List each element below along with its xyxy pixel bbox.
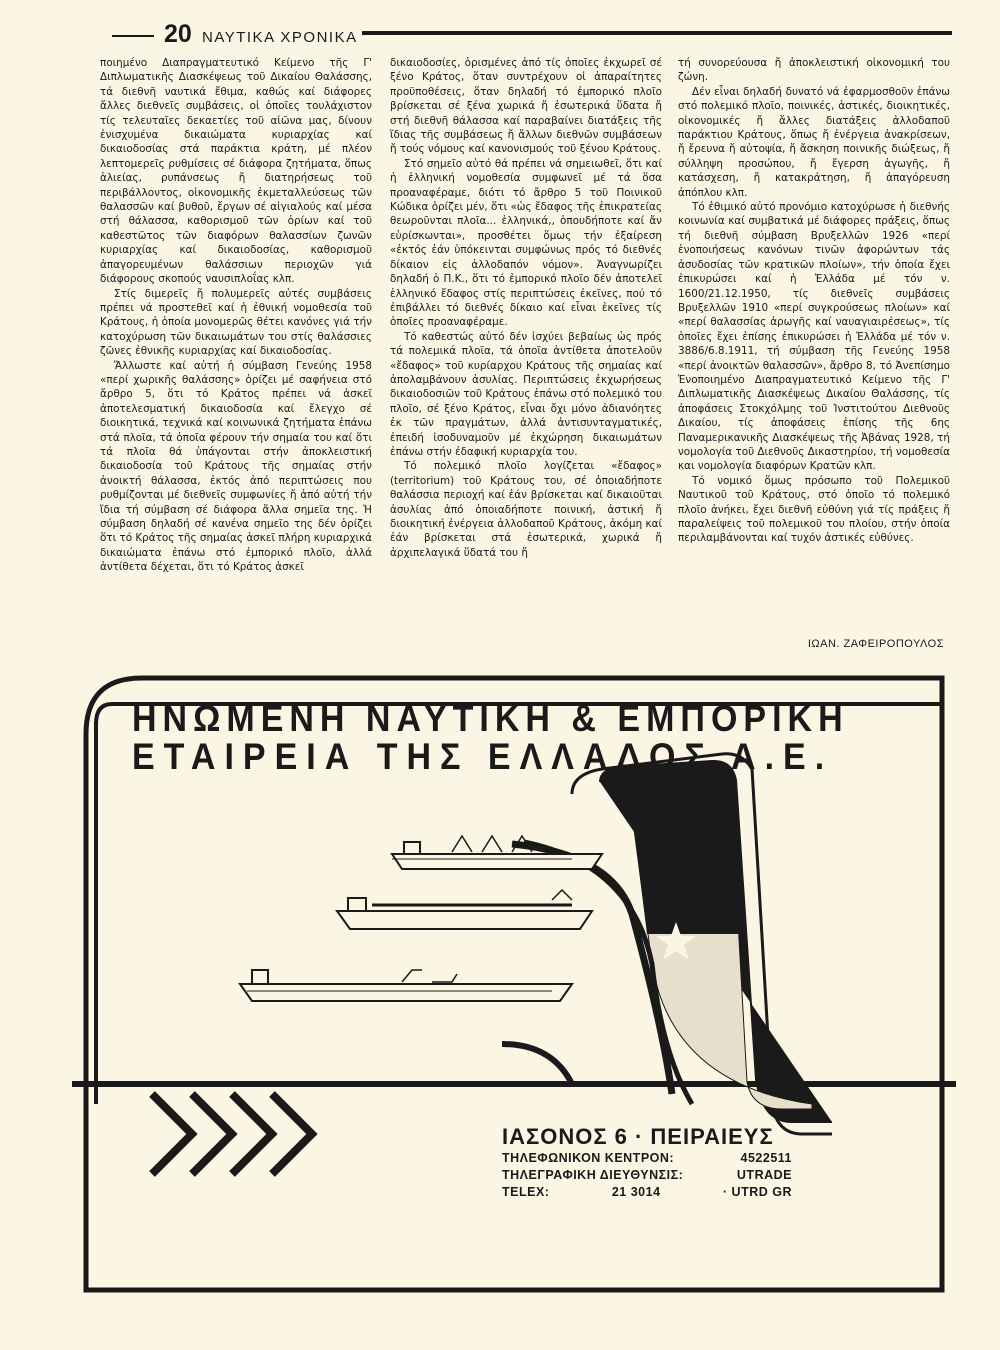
article-column-2 <box>390 56 662 560</box>
telex-line <box>502 1184 792 1201</box>
phone-value: 4522511 <box>740 1151 792 1165</box>
telegraph-line <box>502 1167 792 1184</box>
ad-title-line-2: ΕΤΑΙΡΕΙΑ ΤΗΣ ΕΛΛΑΔΟΣ Α.Ε. <box>132 736 834 778</box>
phone-line <box>502 1150 792 1167</box>
hull-upper-panel <box>632 814 740 934</box>
paragraph: δικαιοδοσίες, ὁρισμένες ἀπό τίς ὁποῖες ἐκχωρεῖ σέ ξένο Κράτος, ὅταν συντρέχουν οἱ ἀπαραίτητες προϋποθέσεις, ὅταν δηλαδή τό ἐμπορικό πλοῖο βρίσκεται σέ ξένα χωρικά ἤ ἐσωτερικά ὕδατα ἤ στή διεθνῆ θάλασσα καί παραβαίνει διατάξεις τῆς ἴδιας τῆς συμβάσεως ἤ ἄλλων διεθνῶν συμβάσεων ἤ τούς νόμους καί κανονισμούς τοῦ ξένου Κράτους. <box>390 57 662 156</box>
paragraph: Ἄλλωστε καί αὐτή ἡ σύμβαση Γενεύης 1958 «περί χωρικῆς θαλάσσης» ὁρίζει μέ σαφήνεια στό ἄρθρο 5, ὅτι τό Κράτος πρέπει νά ἀσκεῖ ἀποτελεσματική δικαιοδοσία καί ἔλεγχο σέ διοικητικά, τεχνικά καί κοινωνικά ζητήματα ἐπάνω στά πλοῖα, τά ὁποῖα φέρουν τήν σημαία του καί ὅτι τά πλοῖα θά ὑπάγονται στήν ἀποκλειστική δικαιοδοσία τοῦ Κράτους τῆς σημαίας στήν ἀνοικτή θάλασσα, ἐκτός ἀπό περιπτώσεις που ρυθμίζονται μέ διεθνεῖς συμφωνίες ἤ ἀπό αὐτή τήν ἴδια τή σύμβαση σέ διάφορα ἄλλα σημεῖα της. Ἡ σύμβαση δηλαδή σέ κανένα σημεῖο της δέν ὁρίζει ὅτι τό Κράτος τῆς σημαίας ἀσκεῖ πλήρη κυριαρχικά δικαιώματα ἐπάνω στό ἐμπορικό πλοῖο, ἀλλά ἀντίθετα δέχεται, ὅτι τό Κράτος ἀσκεῖ <box>100 359 372 574</box>
paragraph: τή συνορεύουσα ἤ ἀποκλειστική οἰκονομική του ζώνη. <box>678 57 950 84</box>
telex-label: TELEX: <box>502 1185 550 1199</box>
company-contact-block <box>502 1124 792 1201</box>
publication-title: ΝΑΥΤΙΚΑ ΧΡΟΝΙΚΑ <box>202 29 358 46</box>
telegraph-label: ΤΗΛΕΓΡΑΦΙΚΗ ΔΙΕΥΘΥΝΣΙΣ: <box>502 1168 684 1182</box>
telex-number: 21 3014 <box>611 1185 661 1199</box>
company-address: ΙΑΣΟΝΟΣ 6 · ΠΕΙΡΑΙΕΥΣ <box>502 1124 774 1149</box>
chevrons-decoration <box>152 1094 312 1174</box>
telegraph-value: UTRADE <box>736 1168 792 1182</box>
paragraph: ποιημένο Διαπραγματευτικό Κείμενο τῆς Γ' Διπλωματικῆς Διασκέψεως τοῦ Δικαίου Θαλάσσης, τά διεθνῆ ναυτικά ἔθιμα, καθώς καί διάφορες ἄλλες διεθνεῖς συμβάσεις, οἱ ὁποῖες τουλάχιστον τίς τελευταῖες δεκαετίες τοῦ αἰῶνα μας, δίνουν ἐνισχυμένα δικαιώματα κυριαρχίας καί δικαιοδοσίας στά παράκτια κράτη, μέ πλέον λεπτομερεῖς ρυθμίσεις σέ διάφορα ζητήματα, ὅπως ἁλιείας, ρυπάνσεως ἤ διατηρήσεως τοῦ περιβάλλοντος, οἰκονομικῆς ἐκμεταλλεύσεως τῶν θαλασσῶν καί βυθοῦ, ἔργων σέ αἰγιαλούς καί μέσα στή θάλασσα, καθορισμοῦ τῶν ὁρίων καί τοῦ καθεστῶτος τῶν διαφόρων θαλασσίων ζωνῶν κυριαρχίας καί δικαιοδοσίας, καθορισμοῦ ἀπαγορευμένων θαλάσσιων περιοχῶν γιά διάφορους σκοπούς ναυσιπλοΐας κλπ. <box>100 57 372 286</box>
paragraph: Τό ἐθιμικό αὐτό προνόμιο κατοχύρωσε ἡ διεθνής κοινωνία καί συμβατικά μέ διάφορες πράξεις, ὅπως τή διεθνῆ σύμβαση Βρυξελλῶν 1926 «περί ἑνοποιήσεως κανόνων τινῶν ἀφορώντων τάς ἀσυδοσίας τῶν κρατικῶν πλοίων», τήν ὁποία ἔχει ἐπικυρώσει καί ἡ Ἑλλάδα μέ τόν ν. 1600/21.12.1950, τίς διεθνεῖς συμβάσεις Βρυξελλῶν 1910 «περί συγκρούσεως πλοίων» καί «περί θαλασσίας ἀρωγῆς καί ναυαγιαιρέσεως», τίς ὁποῖες ἔχει ἐπίσης ἐπικυρώσει ἡ Ἑλλάδα μέ τόν ν. 3886/6.8.1911, τή σύμβαση τῆς Γενεύης 1958 «περί ἀνοικτῶν θαλασσῶν», ἄρθρο 8, τό Ἀνεπίσημο Ἑνοποιημένο Διαπραγματευτικό Κείμενο τῆς Γ' Διπλωματικῆς Διασκέψεως Δικαίου Θαλάσσης, τίς ἀποφάσεις Στοκχόλμης τοῦ Ἰνστιτούτου Διεθνοῦς Δικαίου, τίς ἀποφάσεις ἐπίσης τῆς 6ης Παναμερικανικῆς Διασκέψεως τῆς Ἀβάνας 1928, τή νομολογία τοῦ Διεθνοῦς Δικαστηρίου, τή νομοθεσία και νομολογία διαφόρων Κρατῶν κλπ. <box>678 201 950 473</box>
frame-inner-left <box>96 704 112 1104</box>
author-signature: ΙΩΑΝ. ΖΑΦΕΙΡΟΠΟΥΛΟΣ <box>807 638 944 650</box>
phone-label: ΤΗΛΕΦΩΝΙΚΟΝ ΚΕΝΤΡΟΝ: <box>502 1151 675 1165</box>
tanker-ship-icon <box>392 836 602 869</box>
header-rule-right <box>362 31 952 35</box>
telex-code: · UTRD GR <box>722 1185 792 1199</box>
header-rule-left <box>112 35 154 37</box>
container-ship-icon <box>337 890 592 929</box>
article-column-1 <box>100 56 372 575</box>
paragraph: Στό σημεῖο αὐτό θά πρέπει νά σημειωθεῖ, ὅτι καί ἡ ἑλληνική νομοθεσία συμφωνεῖ μέ τά ὅσα προαναφέραμε, διότι τό ἄρθρο 5 τοῦ Ποινικοῦ Κώδικα ὁρίζει μέν, ὅτι «ὡς ἔδαφος τῆς ἐπικρατείας θεωροῦνται πλοῖα... ἑλληνικά,, ὁπουδήποτε καί ἄν εὑρίσκωνται», προσθέτει ὅμως τήν ἐξαίρεση «ἐκτός ἐάν ὑπόκεινται συμφώνως πρός τό διεθνές δίκαιον εἰς ἀλλοδαπόν νόμον». Ἀναγνωρίζει δηλαδή ὁ Π.Κ., ὅτι τό ἐμπορικό πλοῖο δέν ἀποτελεῖ ἑλληνικό ἔδαφος στίς περιπτώσεις ἐκεῖνες, πού τό ἐπιβάλλει τό διεθνές δίκαιο καί εἶναι ἐκεῖνες τίς ὁποῖες προαναφέραμε. <box>390 157 662 329</box>
stripe-3 <box>502 1044 572 1084</box>
page-header <box>112 22 952 52</box>
ad-title-line-1: ΗΝΩΜΕΝΗ ΝΑΥΤΙΚΗ & ΕΜΠΟΡΙΚΗ <box>132 698 849 740</box>
paragraph: Τό καθεστώς αὐτό δέν ἰσχύει βεβαίως ὡς πρός τά πολεμικά πλοῖα, τά ὁποῖα ἀντίθετα ἀποτελοῦν «ἔδαφος» τοῦ κυρίαρχου Κράτους τῆς σημαίας καί ἀπολαμβάνουν ἀσυλίας. Περιπτώσεις ἐκχωρήσεως δικαιοδοσιῶν τοῦ Κράτους ἐπάνω στό πολεμικό του πλοῖο, σέ ξένο Κράτος, εἶναι ὄχι μόνο ἀδιανόητες ἐκ τῶν πραγμάτων, ἀλλά ἀντισυνταγματικές, ἐπειδή ἰσοδυναμοῦν μέ ἐκχώρηση δικαιωμάτων ἐπάνω στήν ἐδαφική κυριαρχία του. <box>390 330 662 458</box>
article-column-3 <box>678 56 950 546</box>
company-advertisement <box>72 664 956 1304</box>
cargo-ship-icon <box>240 970 572 1001</box>
paragraph: Τό πολεμικό πλοῖο λογίζεται «ἔδαφος» (territorium) τοῦ Κράτους του, σέ ὁποιαδήποτε θαλάσσια περιοχή καί ἐάν βρίσκεται καί δικαιοῦται ἀσυλίας ἀπό ὁποιαδήποτε ποινική, ἀστική ἤ διοικητική ἐνέργεια ἀλλοδαποῦ Κράτους, ἀκόμη καί ἐάν βρίσκεται στά ἐσωτερικά, χωρικά ἤ ἀρχιπελαγικά ὕδατά του ἤ <box>390 460 662 559</box>
page-number: 20 <box>164 20 192 48</box>
paragraph: Δέν εἶναι δηλαδή δυνατό νά ἐφαρμοσθοῦν ἐπάνω στό πολεμικό πλοῖο, ποινικές, ἀστικές, διοικητικές, οἰκονομικές ἤ ἄλλες διατάξεις ἀλλοδαποῦ παράκτιου Κράτους, ὅπως ἤ ἐνέργεια ἀνακρίσεων, ἤ ἔρευνα ἤ αὐτοψία, ἤ ἄσκηση ποινικῆς διώξεως, ἤ σύλληψη προσώπου, ἤ ἔγερση ἀγωγῆς, ἤ κατάσχεση, ἤ κατακράτηση, ἤ ἀπαγόρευση ἀπόπλου κλπ. <box>678 85 950 199</box>
paragraph: Τό νομικό ὅμως πρόσωπο τοῦ Πολεμικοῦ Ναυτικοῦ τοῦ Κράτους, στό ὁποῖο τό πολεμικό πλοῖο ἀνήκει, ἔχει διεθνῆ εὐθύνη γιά τίς πράξεις ἤ παραλείψεις τοῦ πολεμικοῦ του πλοίου, στήν ὁποία περιλαμβάνονται καί τυχόν ἀστικές εὐθύνες. <box>678 474 950 545</box>
paragraph: Στίς διμερεῖς ἤ πολυμερεῖς αὐτές συμβάσεις πρέπει νά προστεθεῖ καί ἡ ἐθνική νομοθεσία τοῦ Κράτους, ἡ ὁποία μονομερῶς θέτει κανόνες γιά τήν κατοχύρωση τῶν δικαιωμάτων του στίς θαλάσσιες ζῶνες ἐθνικῆς κυριαρχίας καί δικαιοδοσίας. <box>100 287 372 358</box>
